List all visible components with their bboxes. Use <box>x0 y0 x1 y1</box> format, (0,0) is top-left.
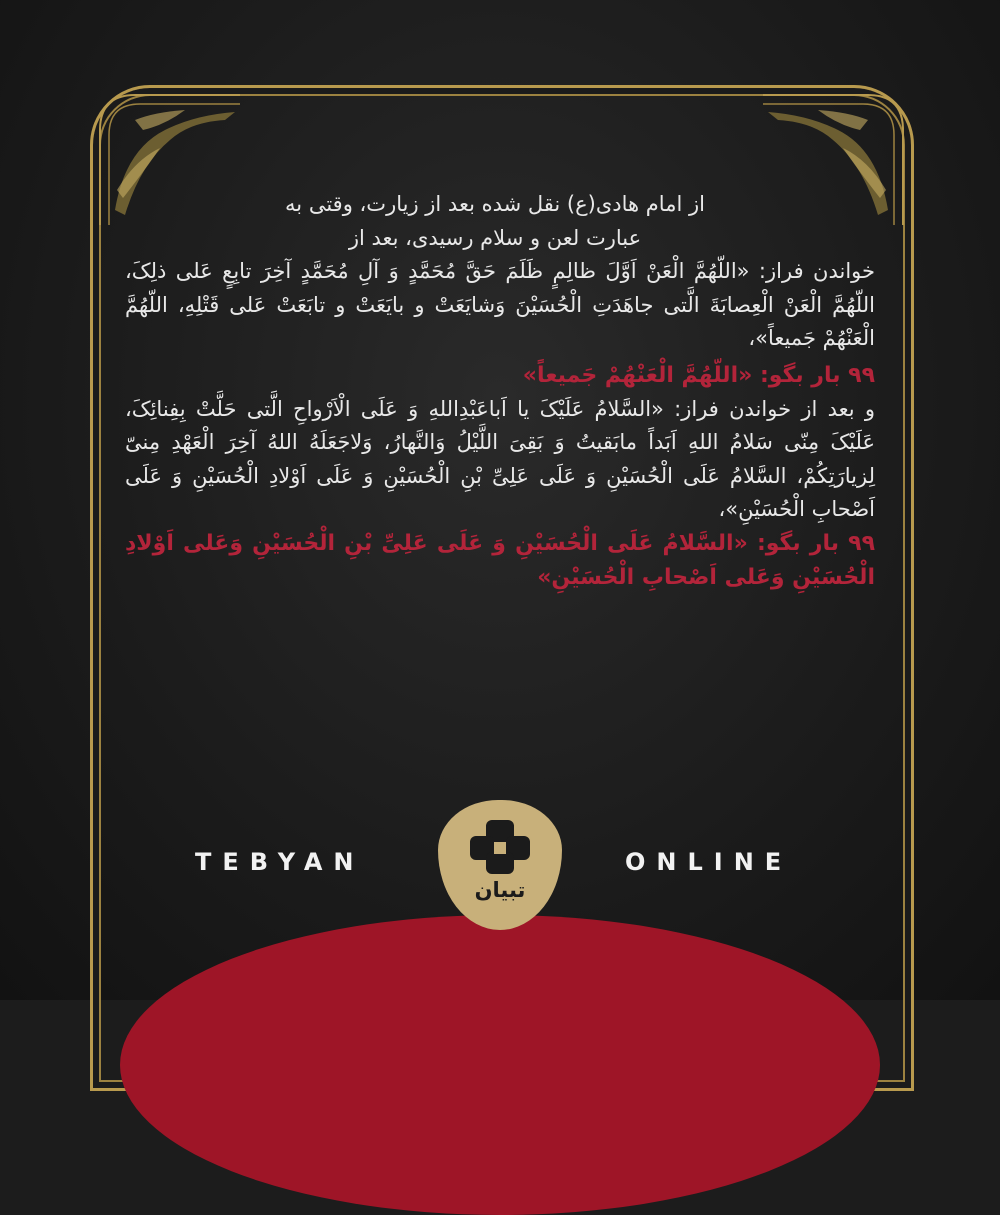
logo-wordmark: تبیان <box>474 878 526 902</box>
article-body <box>125 188 875 595</box>
first-prayer-text: خواندن فراز: «اللّهُمَّ الْعَنْ اَوَّلَ ظالِمٍ ظَلَمَ حَقَّ مُحَمَّدٍ وَ آلِ مُحَمَّدٍ آخِرَ تابِعٍ عَلی ذلِکَ، اللّهُمَّ الْعَنْ الْعِصابَةَ الَّتی جاهَدَتِ الْحُسَیْنَ وَشایَعَتْ و بایَعَتْ و تابَعَتْ عَلی قَتْلِهِ، اللّهُمَّ الْعَنْهُمْ جَمیعاً»، <box>125 259 875 350</box>
brand-name-left: TEBYAN <box>195 848 365 876</box>
second-recitation-instruction: ۹۹ بار بگو: «السَّلامُ عَلَی الْحُسَیْنِ وَ عَلَی عَلِیِّ بْنِ الْحُسَیْنِ وَعَلی اَوْلادِ الْحُسَیْنِ وَعَلی اَصْحابِ الْحُسَیْنِ» <box>125 530 875 590</box>
brand-name-right: ONLINE <box>625 848 793 876</box>
bottom-red-arc <box>120 915 880 1215</box>
second-prayer-text: و بعد از خواندن فراز: «السَّلامُ عَلَیْکَ یا اَباعَبْدِاللهِ وَ عَلَی الْاَرْواحِ الَّتی حَلَّتْ بِفِنائِکَ، عَلَیْکَ مِنّی سَلامُ اللهِ اَبَداً مابَقیتُ وَ بَقِیَ اللَّیْلُ وَالنَّهارُ، وَلاجَعَلَهُ اللهُ آخِرَ الْعَهْدِ مِنیّ لِزیارَتِکُمْ، السَّلامُ عَلَی الْحُسَیْنِ وَ عَلَی عَلِیِّ بْنِ الْحُسَیْنِ وَ عَلَی اَوْلادِ الْحُسَیْنِ وَ عَلَی اَصْحابِ الْحُسَیْنِ»، <box>125 396 875 521</box>
first-recitation-instruction: ۹۹ بار بگو: «اللّهُمَّ الْعَنْهُمْ جَمیعاً» <box>522 362 875 388</box>
intro-text: از امام هادی(ع) نقل شده بعد از زیارت، وقتی به عبارت لعن و سلام رسیدی، بعد از <box>285 192 705 250</box>
